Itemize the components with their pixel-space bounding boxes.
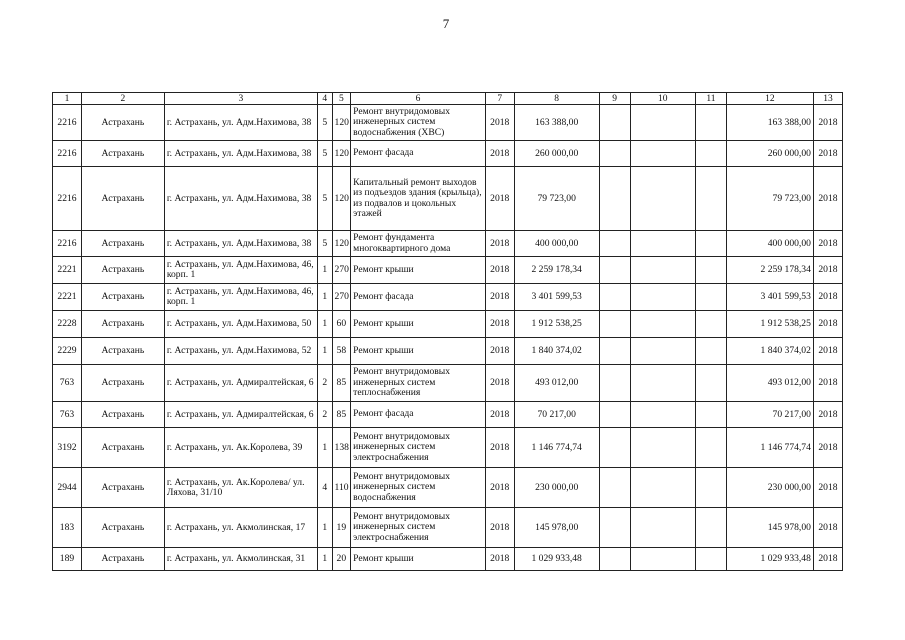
column-9-cell <box>599 468 630 508</box>
column-10-cell <box>630 365 695 402</box>
floors-cell: 5 <box>318 105 332 141</box>
completion-year-cell: 2018 <box>813 257 842 284</box>
total-cell: 2 259 178,34 <box>726 257 813 284</box>
city-cell: Астрахань <box>81 338 164 365</box>
year-cell: 2018 <box>485 428 514 468</box>
city-cell: Астрахань <box>81 468 164 508</box>
total-cell: 79 723,00 <box>726 167 813 231</box>
column-9-cell <box>599 284 630 311</box>
address-cell: г. Астрахань, ул. Ак.Королева, 39 <box>164 428 317 468</box>
work-type-cell: Ремонт крыши <box>351 311 486 338</box>
work-type-cell: Капитальный ремонт выходов из подъездов здания (крыльца), из подвалов и цокольных этажей <box>351 167 486 231</box>
column-header: 2 <box>81 93 164 105</box>
work-type-cell: Ремонт крыши <box>351 548 486 571</box>
column-header: 1 <box>53 93 82 105</box>
address-cell: г. Астрахань, ул. Акмолинская, 17 <box>164 508 317 548</box>
table-row <box>53 508 843 548</box>
work-type-cell: Ремонт внутридомовых инженерных систем теплоснабжения <box>351 365 486 402</box>
column-header: 10 <box>630 93 695 105</box>
table-row <box>53 548 843 571</box>
total-cell: 1 146 774,74 <box>726 428 813 468</box>
apartments-cell: 270 <box>332 284 351 311</box>
table-row <box>53 428 843 468</box>
floors-cell: 1 <box>318 284 332 311</box>
city-cell: Астрахань <box>81 311 164 338</box>
completion-year-cell: 2018 <box>813 167 842 231</box>
column-9-cell <box>599 428 630 468</box>
column-11-cell <box>695 338 726 365</box>
total-cell: 145 978,00 <box>726 508 813 548</box>
column-header: 12 <box>726 93 813 105</box>
year-cell: 2018 <box>485 105 514 141</box>
year-cell: 2018 <box>485 468 514 508</box>
address-cell: г. Астрахань, ул. Адм.Нахимова, 38 <box>164 141 317 167</box>
year-cell: 2018 <box>485 548 514 571</box>
column-header: 13 <box>813 93 842 105</box>
record-number: 2221 <box>53 284 82 311</box>
total-cell: 3 401 599,53 <box>726 284 813 311</box>
column-11-cell <box>695 141 726 167</box>
floors-cell: 2 <box>318 365 332 402</box>
table-row <box>53 231 843 257</box>
column-header: 6 <box>351 93 486 105</box>
column-11-cell <box>695 468 726 508</box>
floors-cell: 5 <box>318 231 332 257</box>
completion-year-cell: 2018 <box>813 508 842 548</box>
floors-cell: 1 <box>318 508 332 548</box>
column-11-cell <box>695 284 726 311</box>
table-row <box>53 167 843 231</box>
apartments-cell: 110 <box>332 468 351 508</box>
record-number: 189 <box>53 548 82 571</box>
address-cell: г. Астрахань, ул. Адмиралтейская, 6 <box>164 402 317 428</box>
completion-year-cell: 2018 <box>813 311 842 338</box>
column-11-cell <box>695 167 726 231</box>
apartments-cell: 120 <box>332 141 351 167</box>
column-9-cell <box>599 365 630 402</box>
amount-cell: 3 401 599,53 <box>514 284 599 311</box>
year-cell: 2018 <box>485 508 514 548</box>
floors-cell: 1 <box>318 257 332 284</box>
total-cell: 1 029 933,48 <box>726 548 813 571</box>
column-10-cell <box>630 311 695 338</box>
table-row <box>53 365 843 402</box>
amount-cell: 493 012,00 <box>514 365 599 402</box>
column-header: 11 <box>695 93 726 105</box>
column-10-cell <box>630 257 695 284</box>
year-cell: 2018 <box>485 311 514 338</box>
completion-year-cell: 2018 <box>813 428 842 468</box>
table-row <box>53 141 843 167</box>
year-cell: 2018 <box>485 167 514 231</box>
amount-cell: 145 978,00 <box>514 508 599 548</box>
city-cell: Астрахань <box>81 141 164 167</box>
apartments-cell: 120 <box>332 167 351 231</box>
column-9-cell <box>599 141 630 167</box>
work-type-cell: Ремонт фундамента многоквартирного дома <box>351 231 486 257</box>
column-10-cell <box>630 105 695 141</box>
table-row <box>53 311 843 338</box>
address-cell: г. Астрахань, ул. Адм.Нахимова, 46, корп. 1 <box>164 284 317 311</box>
amount-cell: 2 259 178,34 <box>514 257 599 284</box>
column-10-cell <box>630 468 695 508</box>
completion-year-cell: 2018 <box>813 548 842 571</box>
capital-repair-table <box>52 92 843 571</box>
floors-cell: 1 <box>318 338 332 365</box>
apartments-cell: 58 <box>332 338 351 365</box>
amount-cell: 1 912 538,25 <box>514 311 599 338</box>
column-9-cell <box>599 508 630 548</box>
address-cell: г. Астрахань, ул. Акмолинская, 31 <box>164 548 317 571</box>
record-number: 3192 <box>53 428 82 468</box>
record-number: 763 <box>53 402 82 428</box>
city-cell: Астрахань <box>81 167 164 231</box>
year-cell: 2018 <box>485 402 514 428</box>
record-number: 2221 <box>53 257 82 284</box>
column-10-cell <box>630 141 695 167</box>
work-type-cell: Ремонт фасада <box>351 402 486 428</box>
city-cell: Астрахань <box>81 428 164 468</box>
apartments-cell: 85 <box>332 402 351 428</box>
city-cell: Астрахань <box>81 284 164 311</box>
completion-year-cell: 2018 <box>813 141 842 167</box>
address-cell: г. Астрахань, ул. Адм.Нахимова, 38 <box>164 231 317 257</box>
floors-cell: 1 <box>318 428 332 468</box>
total-cell: 163 388,00 <box>726 105 813 141</box>
table-body <box>53 105 843 571</box>
floors-cell: 4 <box>318 468 332 508</box>
work-type-cell: Ремонт крыши <box>351 257 486 284</box>
apartments-cell: 85 <box>332 365 351 402</box>
table-row <box>53 105 843 141</box>
work-type-cell: Ремонт крыши <box>351 338 486 365</box>
address-cell: г. Астрахань, ул. Адм.Нахимова, 46, корп. 1 <box>164 257 317 284</box>
column-header: 5 <box>332 93 351 105</box>
column-header: 8 <box>514 93 599 105</box>
column-9-cell <box>599 231 630 257</box>
work-type-cell: Ремонт внутридомовых инженерных систем электроснабжения <box>351 428 486 468</box>
amount-cell: 1 840 374,02 <box>514 338 599 365</box>
record-number: 2216 <box>53 141 82 167</box>
city-cell: Астрахань <box>81 508 164 548</box>
floors-cell: 1 <box>318 311 332 338</box>
address-cell: г. Астрахань, ул. Адм.Нахимова, 50 <box>164 311 317 338</box>
column-11-cell <box>695 311 726 338</box>
apartments-cell: 20 <box>332 548 351 571</box>
total-cell: 1 840 374,02 <box>726 338 813 365</box>
table-row <box>53 257 843 284</box>
completion-year-cell: 2018 <box>813 365 842 402</box>
work-type-cell: Ремонт фасада <box>351 141 486 167</box>
column-11-cell <box>695 231 726 257</box>
column-10-cell <box>630 548 695 571</box>
total-cell: 70 217,00 <box>726 402 813 428</box>
completion-year-cell: 2018 <box>813 338 842 365</box>
apartments-cell: 270 <box>332 257 351 284</box>
address-cell: г. Астрахань, ул. Адмиралтейская, 6 <box>164 365 317 402</box>
table-row <box>53 402 843 428</box>
record-number: 2216 <box>53 231 82 257</box>
column-header: 4 <box>318 93 332 105</box>
completion-year-cell: 2018 <box>813 231 842 257</box>
column-9-cell <box>599 257 630 284</box>
total-cell: 230 000,00 <box>726 468 813 508</box>
column-11-cell <box>695 365 726 402</box>
completion-year-cell: 2018 <box>813 284 842 311</box>
column-9-cell <box>599 338 630 365</box>
amount-cell: 400 000,00 <box>514 231 599 257</box>
year-cell: 2018 <box>485 141 514 167</box>
completion-year-cell: 2018 <box>813 468 842 508</box>
column-10-cell <box>630 508 695 548</box>
record-number: 2216 <box>53 105 82 141</box>
city-cell: Астрахань <box>81 105 164 141</box>
column-10-cell <box>630 231 695 257</box>
year-cell: 2018 <box>485 284 514 311</box>
amount-cell: 79 723,00 <box>514 167 599 231</box>
column-10-cell <box>630 402 695 428</box>
floors-cell: 2 <box>318 402 332 428</box>
column-10-cell <box>630 284 695 311</box>
column-9-cell <box>599 311 630 338</box>
work-type-cell: Ремонт внутридомовых инженерных систем водоснабжения <box>351 468 486 508</box>
column-9-cell <box>599 402 630 428</box>
column-9-cell <box>599 167 630 231</box>
column-11-cell <box>695 428 726 468</box>
table-row <box>53 338 843 365</box>
city-cell: Астрахань <box>81 402 164 428</box>
table-row <box>53 284 843 311</box>
address-cell: г. Астрахань, ул. Ак.Королева/ ул. Ляхова, 31/10 <box>164 468 317 508</box>
floors-cell: 1 <box>318 548 332 571</box>
year-cell: 2018 <box>485 365 514 402</box>
apartments-cell: 120 <box>332 105 351 141</box>
address-cell: г. Астрахань, ул. Адм.Нахимова, 38 <box>164 105 317 141</box>
completion-year-cell: 2018 <box>813 105 842 141</box>
apartments-cell: 60 <box>332 311 351 338</box>
column-header: 3 <box>164 93 317 105</box>
column-11-cell <box>695 402 726 428</box>
amount-cell: 1 029 933,48 <box>514 548 599 571</box>
year-cell: 2018 <box>485 231 514 257</box>
header-row <box>53 93 843 105</box>
column-9-cell <box>599 105 630 141</box>
apartments-cell: 138 <box>332 428 351 468</box>
amount-cell: 1 146 774,74 <box>514 428 599 468</box>
column-10-cell <box>630 338 695 365</box>
total-cell: 260 000,00 <box>726 141 813 167</box>
record-number: 763 <box>53 365 82 402</box>
address-cell: г. Астрахань, ул. Адм.Нахимова, 52 <box>164 338 317 365</box>
total-cell: 1 912 538,25 <box>726 311 813 338</box>
amount-cell: 230 000,00 <box>514 468 599 508</box>
record-number: 2944 <box>53 468 82 508</box>
column-10-cell <box>630 428 695 468</box>
record-number: 2216 <box>53 167 82 231</box>
total-cell: 493 012,00 <box>726 365 813 402</box>
record-number: 2229 <box>53 338 82 365</box>
amount-cell: 70 217,00 <box>514 402 599 428</box>
amount-cell: 163 388,00 <box>514 105 599 141</box>
column-header: 9 <box>599 93 630 105</box>
column-11-cell <box>695 105 726 141</box>
city-cell: Астрахань <box>81 548 164 571</box>
column-10-cell <box>630 167 695 231</box>
floors-cell: 5 <box>318 141 332 167</box>
column-11-cell <box>695 508 726 548</box>
total-cell: 400 000,00 <box>726 231 813 257</box>
column-11-cell <box>695 548 726 571</box>
completion-year-cell: 2018 <box>813 402 842 428</box>
column-11-cell <box>695 257 726 284</box>
year-cell: 2018 <box>485 338 514 365</box>
work-type-cell: Ремонт внутридомовых инженерных систем электроснабжения <box>351 508 486 548</box>
apartments-cell: 120 <box>332 231 351 257</box>
floors-cell: 5 <box>318 167 332 231</box>
city-cell: Астрахань <box>81 257 164 284</box>
record-number: 2228 <box>53 311 82 338</box>
column-9-cell <box>599 548 630 571</box>
year-cell: 2018 <box>485 257 514 284</box>
work-type-cell: Ремонт внутридомовых инженерных систем водоснабжения (ХВС) <box>351 105 486 141</box>
record-number: 183 <box>53 508 82 548</box>
column-header: 7 <box>485 93 514 105</box>
work-type-cell: Ремонт фасада <box>351 284 486 311</box>
page-number: 7 <box>442 16 450 31</box>
address-cell: г. Астрахань, ул. Адм.Нахимова, 38 <box>164 167 317 231</box>
amount-cell: 260 000,00 <box>514 141 599 167</box>
city-cell: Астрахань <box>81 231 164 257</box>
city-cell: Астрахань <box>81 365 164 402</box>
apartments-cell: 19 <box>332 508 351 548</box>
table-row <box>53 468 843 508</box>
